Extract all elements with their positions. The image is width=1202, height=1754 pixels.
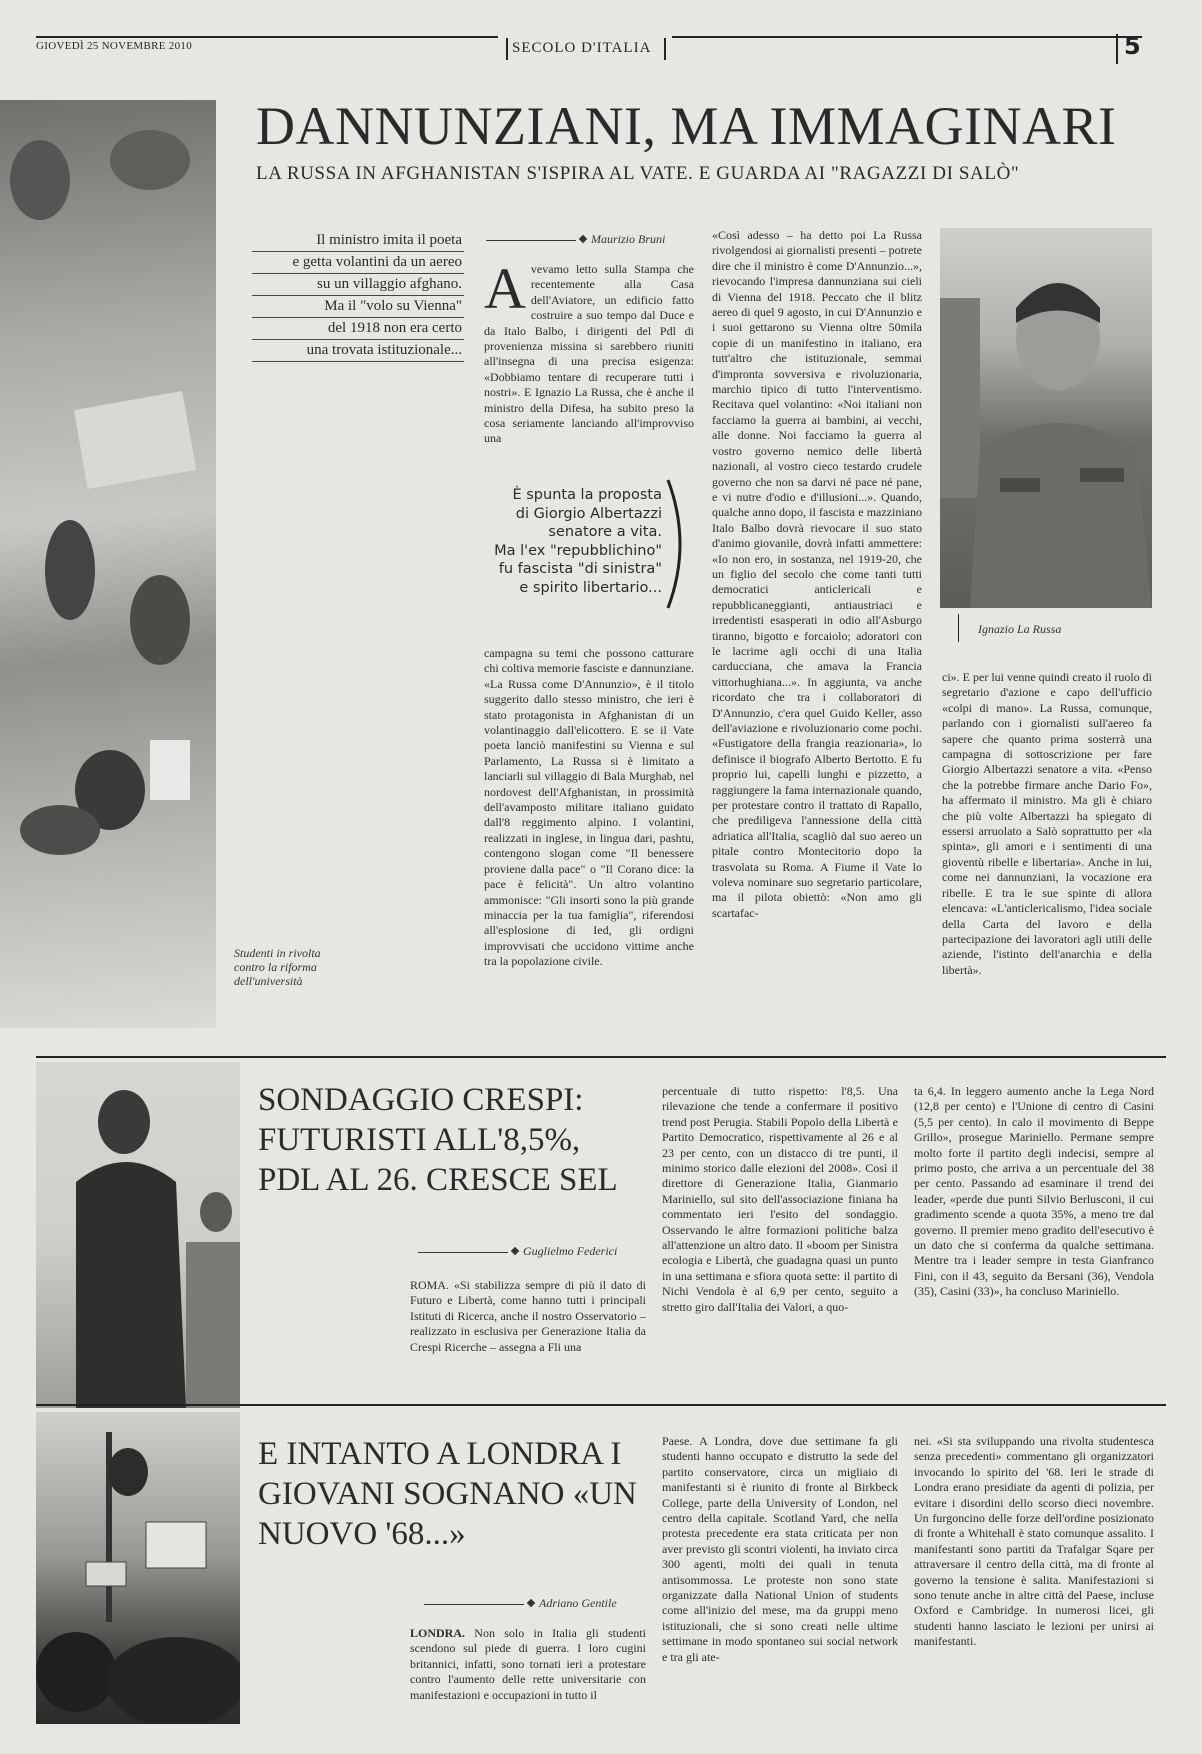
masthead-divider [664,38,666,60]
newspaper-name: SECOLO D'ITALIA [512,40,652,56]
masthead-divider [1116,34,1118,64]
caption-rule [958,614,959,642]
article2-headline: SONDAGGIO CRESPI: FUTURISTI ALL'8,5%, PDL AL 26. CRESCE SEL [258,1082,618,1198]
byline-author: Maurizio Bruni [591,232,666,246]
article3-headline: E INTANTO A LONDRA I GIOVANI SOGNANO «UN NUOVO '68...» [258,1436,637,1552]
article1-kicker: LA RUSSA IN AFGHANISTAN S'ISPIRA AL VATE. E GUARDA AI "RAGAZZI DI SALÒ" [256,163,1020,184]
article1-byline [486,232,665,247]
byline-rule [418,1252,508,1253]
dropcap: A [484,262,526,321]
summary-line: Il ministro imita il poeta [252,230,464,252]
section-divider [36,1404,1166,1406]
article1-col3: ci». E per lui venne quindi creato il ruolo di segretario d'azione e capo dell'ufficio «colpi di mano». La Russa, comunque, parlando con i giornalisti sull'aereo fa sapere che quanto prima sosterrà una campagna di sottoscrizione per fare Giorgio Albertazzi senatore a vita. «Penso che la potrebbe firmare anche Dario Fo», ha affermato il ministro. Ma gli è chiaro che più volte Albertazzi ha spiegato di essersi arruolato a Salò soprattutto per «la spinta», gli amori e i sentimenti di una gioventù ribelle e libertaria». Anche in lui, come nei dannunziani, la vocazione era ribelle. E tra le sue spinte di allora elencava: «L'anticlericalismo, l'idea sociale della Carta del lavoro e della partecipazione dei lavoratori agli utili delle aziende, l'istinto dell'anarchia e della libertà». [942,670,1152,977]
photo-caption-students: Studenti in rivolta contro la riforma dell'università [234,946,321,988]
article1-col2: «Così adesso – ha detto poi La Russa rivolgendosi ai giornalisti presenti – potrete dire che il ministro è come D'Annunzio...», rievocando l'impresa dannunziana sui cieli di Vienna del 1918. Peccato che il blitz aereo di quel 9 agosto, in cui D'Annunzio e i suoi gettarono su Vienna oltre 50mila copie di un manifestino in italiano, era tutt'altro che istituzionale, semmai d'impronta sovversiva e rivoluzionaria, marchio tipico di tutto l'interventismo. Recitava quel volantino: «Noi italiani non facciamo la guerra ai bambini, ai vecchi, alle donne. Noi facciamo la guerra al vostro governo nemico delle libertà nazionali, al vostro cieco testardo crudele governo che non sa darvi né pace né pane, e vi nutre d'odio e d'illusioni...». Quando, qualche anno dopo, il fascista e mazziniano Italo Balbo dovrà rievocare il suo stato d'animo giovanile, dovrà infatti ammettere: «Io non ero, in sostanza, nel 1919-20, che un figlio del secolo che come tanti tutti democratici anticlericali e repubblicaneggianti, antiaustriaci e irredentisti esasperati in odio all'Asburgo tiranno, bigotto e forcaiolo; adoratori con le lacrime agli occhi di una Italia carducciana, che amava la Francia vittorhughiana...». In aggiunta, va anche ricordato che tra i collaboratori di D'Annunzio, c'era quel Guido Keller, asso dell'aviazione e rivoluzionario come pochi. «Fustigatore della frangia reazionaria», lo definisce il biografo Alberto Bertotto. E fu proprio lui, capelli lunghi e pizzetto, a raggiungere la fama internazionale quando, per protestare contro il trattato di Rapallo, che prediligeva l'annessione della città adriatica all'Italia, scagliò dal suo aereo un pitale contro Montecitorio dopo la trasvolata su Roma. A Fiume il Vate lo voleva nominare suo segretario particolare, ma il pilota obiettò: «Non amo gli scartafac- [712,228,922,920]
article2-col1: ROMA. «Si stabilizza sempre di più il dato di Futuro e Libertà, come hanno tutti i principali Istituti di Ricerca, anche il nostro Osservatorio – realizzato in esclusiva per Generazione Italia da Crespi Ricerche – assegna a Fli una [410,1278,646,1354]
summary-line: del 1918 non era certo [252,318,464,340]
article1-col1b: campagna su temi che possono catturare chi coltiva memorie fasciste e dannunziane. «La Russa come D'Annunzio», è il titolo suggerito dallo stesso ministro, che ieri è stato protagonista in Afghanistan di un volantinaggio dall'elicottero. E se il Vate poeta lanciò manifestini su Vienna e sul Parlamento, La Russa si è limitato a lanciarli sul villaggio di Bala Murghab, nel nordovest dell'Afghanistan, in prossimità dell'avamposto militare italiano guidato dall'8 reggimento alpino. I volantini, realizzati in inglese, in lingua dari, pashtu, contengono slogan come "Il benessere proviene dalla pace" o "Il Corano dice: la pace è felicità". Un altro volantino ammonisce: "Gli insorti sono la più grande minaccia per la tua famiglia", riferendosi all'esplosione di Ied, gli ordigni improvvisati che uccidono vittime anche tra la popolazione civile. [484,646,694,969]
diamond-icon [511,1247,519,1255]
la-russa-photo [940,228,1152,608]
article3-col1 [410,1626,646,1724]
summary-line: una trovata istituzionale... [252,340,464,362]
article2-col3: ta 6,4. In leggero aumento anche la Lega Nord (12,8 per cento) e l'Unione di centro di Casini (5,5 per cento). In calo il movimento di Beppe Grillo», prosegue Mariniello. Permane sempre molto forte il partito degli indecisi, sempre al primo posto, che arriva a un percentuale del 38 per cento. Passando ad esaminare il trend dei leader, «perde due punti Silvio Berlusconi, il cui gradimento scende a quota 35%, a meno tre dal governo. Il premier meno gradito dell'esecutivo è un dato che si conferma da qualche settimana. Mentre tra i leader sempre in testa Gianfranco Fini, con il 43, seguito da Bersani (36), Vendola (35), Casini (33)», ha concluso Mariniello. [914,1084,1154,1299]
diamond-icon [579,235,587,243]
pullquote-line: Ma l'ex "repubblichino" [494,542,662,559]
article1-summary [252,230,464,362]
masthead-divider [506,38,508,60]
article3-col3: nei. «Si sta sviluppando una rivolta studentesca senza precedenti» commentano gli organizzatori invocando lo spirito del '68. Ieri le strade di Londra erano presidiate da agenti di polizia, per evitare i disordini dello scorso dieci novembre. Un furgoncino delle forze dell'ordine posizionato di fronte a Whitehall è stato comunque assalito. I manifestanti sono partiti da Trafalgar Sqare per attraversare il centro della città, ma di fronte al governo la tensione è salita. Manifestazioni si sono tenute anche in altre città del Paese, incluse Oxford e Cambridge. In numerosi licei, gli studenti hanno lasciato le lezioni per unirsi ai manifestanti. [914,1434,1154,1649]
pullquote-line: di Giorgio Albertazzi [515,505,662,522]
section-divider [36,1056,1166,1058]
pullquote-line: e spirito libertario... [519,579,662,596]
article3-col2: Paese. A Londra, dove due settimane fa gli studenti hanno occupato e distrutto la sede del partito conservatore, circa un migliaio di manifestanti si è riunito di fronte al Birkbeck College, parte della University of London, nel centro della capitale. Scotland Yard, che nella protesta precedente era stata criticata per non aver previsto gli scontri violenti, ha inviato circa 300 agenti, molti dei quali in tenuta antisommossa. Le proteste non sono state organizzate dalla National Union of students come all'inizio del mese, ma da gruppi meno istituzionali, che si sono creati nelle ultime settimane in modo spontaneo sui social network e tra gli ate- [662,1434,898,1664]
london-photo [36,1412,240,1724]
pullquote-line: È spunta la proposta [512,487,662,503]
article1-col1 [484,262,694,454]
byline-rule [424,1604,524,1605]
article3-col1-text: Non solo in Italia gli studenti scendono sul piede di guerra. I loro cugini britannici, infatti, sono tornati ieri a protestare contro l'aumento delle rette universitarie con manifestazioni e occupazioni in tutto il [410,1626,646,1702]
masthead-rule-left [36,36,498,38]
masthead-rule-right [672,36,1142,38]
protest-photo [0,100,216,1028]
dateline: LONDRA. [410,1626,466,1640]
summary-line: e getta volantini da un aereo [252,252,464,274]
summary-line: su un villaggio afghano. [252,274,464,296]
article3-byline [424,1596,617,1611]
pullquote-line: fu fascista "di sinistra" [498,561,662,577]
page-number: 5 [1124,32,1141,60]
article2-byline [418,1244,617,1259]
byline-author: Guglielmo Federici [523,1244,618,1258]
diamond-icon [527,1599,535,1607]
byline-author: Adriano Gentile [539,1596,617,1610]
article2-col2: percentuale di tutto rispetto: l'8,5. Una rilevazione che tende a confermare il positivo trend post Perugia. Stabili Popolo della Libertà e Partito Democratico, rispettivamente al 26 e al 23 per cento, con un distacco di tre punti, il minimo storico dalle elezioni del 2008». Così il direttore di Generazione Italia, Gianmario Mariniello, sul sito dell'associazione finiana ha commentato ieri l'esito del sondaggio. Osservando le altre formazioni politiche balza all'attenzione un altro dato. Il «boom per Sinistra ecologia e Libertà, che guadagna quasi un punto in una settimana e sfiora quota sette: il partito di Nichi Vendola è al 6,9 per cento, seguito a stretto giro dall'Italia dei Valori, a quo- [662,1084,898,1314]
masthead-date: GIOVEDÌ 25 NOVEMBRE 2010 [36,40,192,52]
masthead [36,28,1166,68]
pullquote-line: senatore a vita. [548,524,662,540]
article1-headline: DANNUNZIANI, MA IMMAGINARI [256,96,1117,156]
pullquote-bracket [664,478,694,610]
article1-pullquote [484,486,662,597]
crespi-photo [36,1062,240,1408]
summary-line: Ma il "volo su Vienna" [252,296,464,318]
photo-caption-la-russa: Ignazio La Russa [978,622,1062,636]
byline-rule [486,240,576,241]
article1-col1-text: vevamo letto sulla Stampa che recentemente alla Casa dell'Aviatore, un edificio fatto costruire a suo tempo dal Duce e da Italo Balbo, i dirigenti del Pdl di provenienza missina si sarebbero riuniti all'insegna di una precisa esigenza: «Dobbiamo tentare di recuperare tutti i nostri». E Ignazio La Russa, che è anche il ministro della Difesa, ha subito preso la cosa seriamente lanciando all'improvviso una [484,262,694,446]
